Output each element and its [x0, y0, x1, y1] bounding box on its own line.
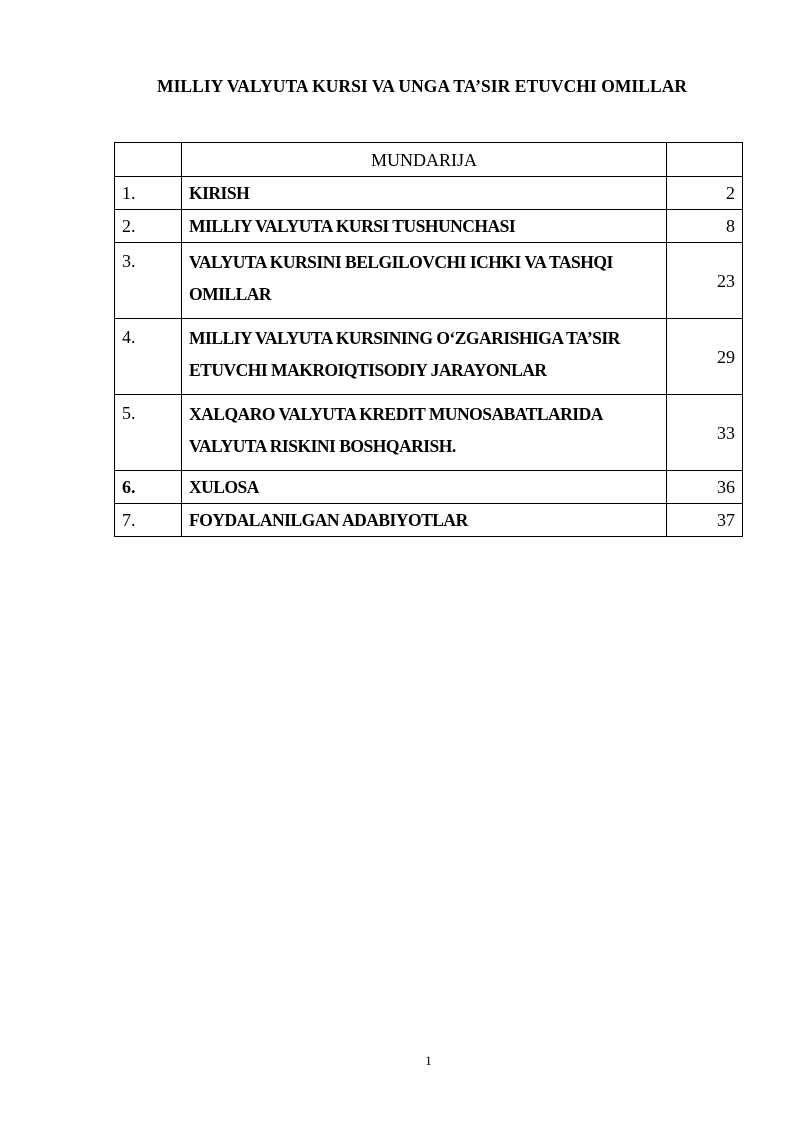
- toc-item-title: KIRISH: [182, 177, 667, 210]
- toc-item-title-line2: VALYUTA RISKINI BOSHQARISH.: [189, 436, 456, 456]
- toc-item-title-line1: XALQARO VALYUTA KREDIT MUNOSABATLARIDA: [189, 404, 603, 424]
- table-row: [115, 243, 743, 319]
- document-title: MILLIY VALYUTA KURSI VA UNGA TA’SIR ETUVCHI OMILLAR: [157, 76, 688, 96]
- toc-item-number: 3.: [115, 243, 182, 319]
- toc-item-number: 6.: [115, 471, 182, 504]
- toc-item-page: 23: [667, 243, 743, 319]
- toc-item-number: 4.: [115, 319, 182, 395]
- table-row: [115, 177, 743, 210]
- table-row: [115, 210, 743, 243]
- toc-item-number: 1.: [115, 177, 182, 210]
- table-of-contents: [114, 142, 743, 537]
- toc-item-title-line2: OMILLAR: [189, 284, 272, 304]
- toc-item-title: FOYDALANILGAN ADABIYOTLAR: [182, 504, 667, 537]
- table-row: [115, 471, 743, 504]
- toc-item-title-line1: MILLIY VALYUTA KURSINING O‘ZGARISHIGA TA’SIR: [189, 328, 620, 348]
- toc-header: MUNDARIJA: [182, 143, 667, 177]
- toc-item-title: MILLIY VALYUTA KURSI TUSHUNCHASI: [182, 210, 667, 243]
- toc-header-page-cell: [667, 143, 743, 177]
- toc-item-title-line2: ETUVCHI MAKROIQTISODIY JARAYONLAR: [189, 360, 547, 380]
- toc-item-title: [182, 243, 667, 319]
- toc-item-page: 8: [667, 210, 743, 243]
- toc-item-number: 7.: [115, 504, 182, 537]
- toc-item-title-line1: VALYUTA KURSINI BELGILOVCHI ICHKI VA TASHQI: [189, 252, 613, 272]
- toc-item-page: 29: [667, 319, 743, 395]
- toc-item-title: XULOSA: [182, 471, 667, 504]
- toc-header-row: [115, 143, 743, 177]
- toc-item-number: 2.: [115, 210, 182, 243]
- toc-item-title: [182, 395, 667, 471]
- table-row: [115, 504, 743, 537]
- toc-header-num-cell: [115, 143, 182, 177]
- table-row: [115, 395, 743, 471]
- table-row: [115, 319, 743, 395]
- toc-item-page: 36: [667, 471, 743, 504]
- toc-item-page: 37: [667, 504, 743, 537]
- toc-item-title: [182, 319, 667, 395]
- toc-item-page: 33: [667, 395, 743, 471]
- toc-item-number: 5.: [115, 395, 182, 471]
- page-number: 1: [425, 1053, 432, 1068]
- toc-item-page: 2: [667, 177, 743, 210]
